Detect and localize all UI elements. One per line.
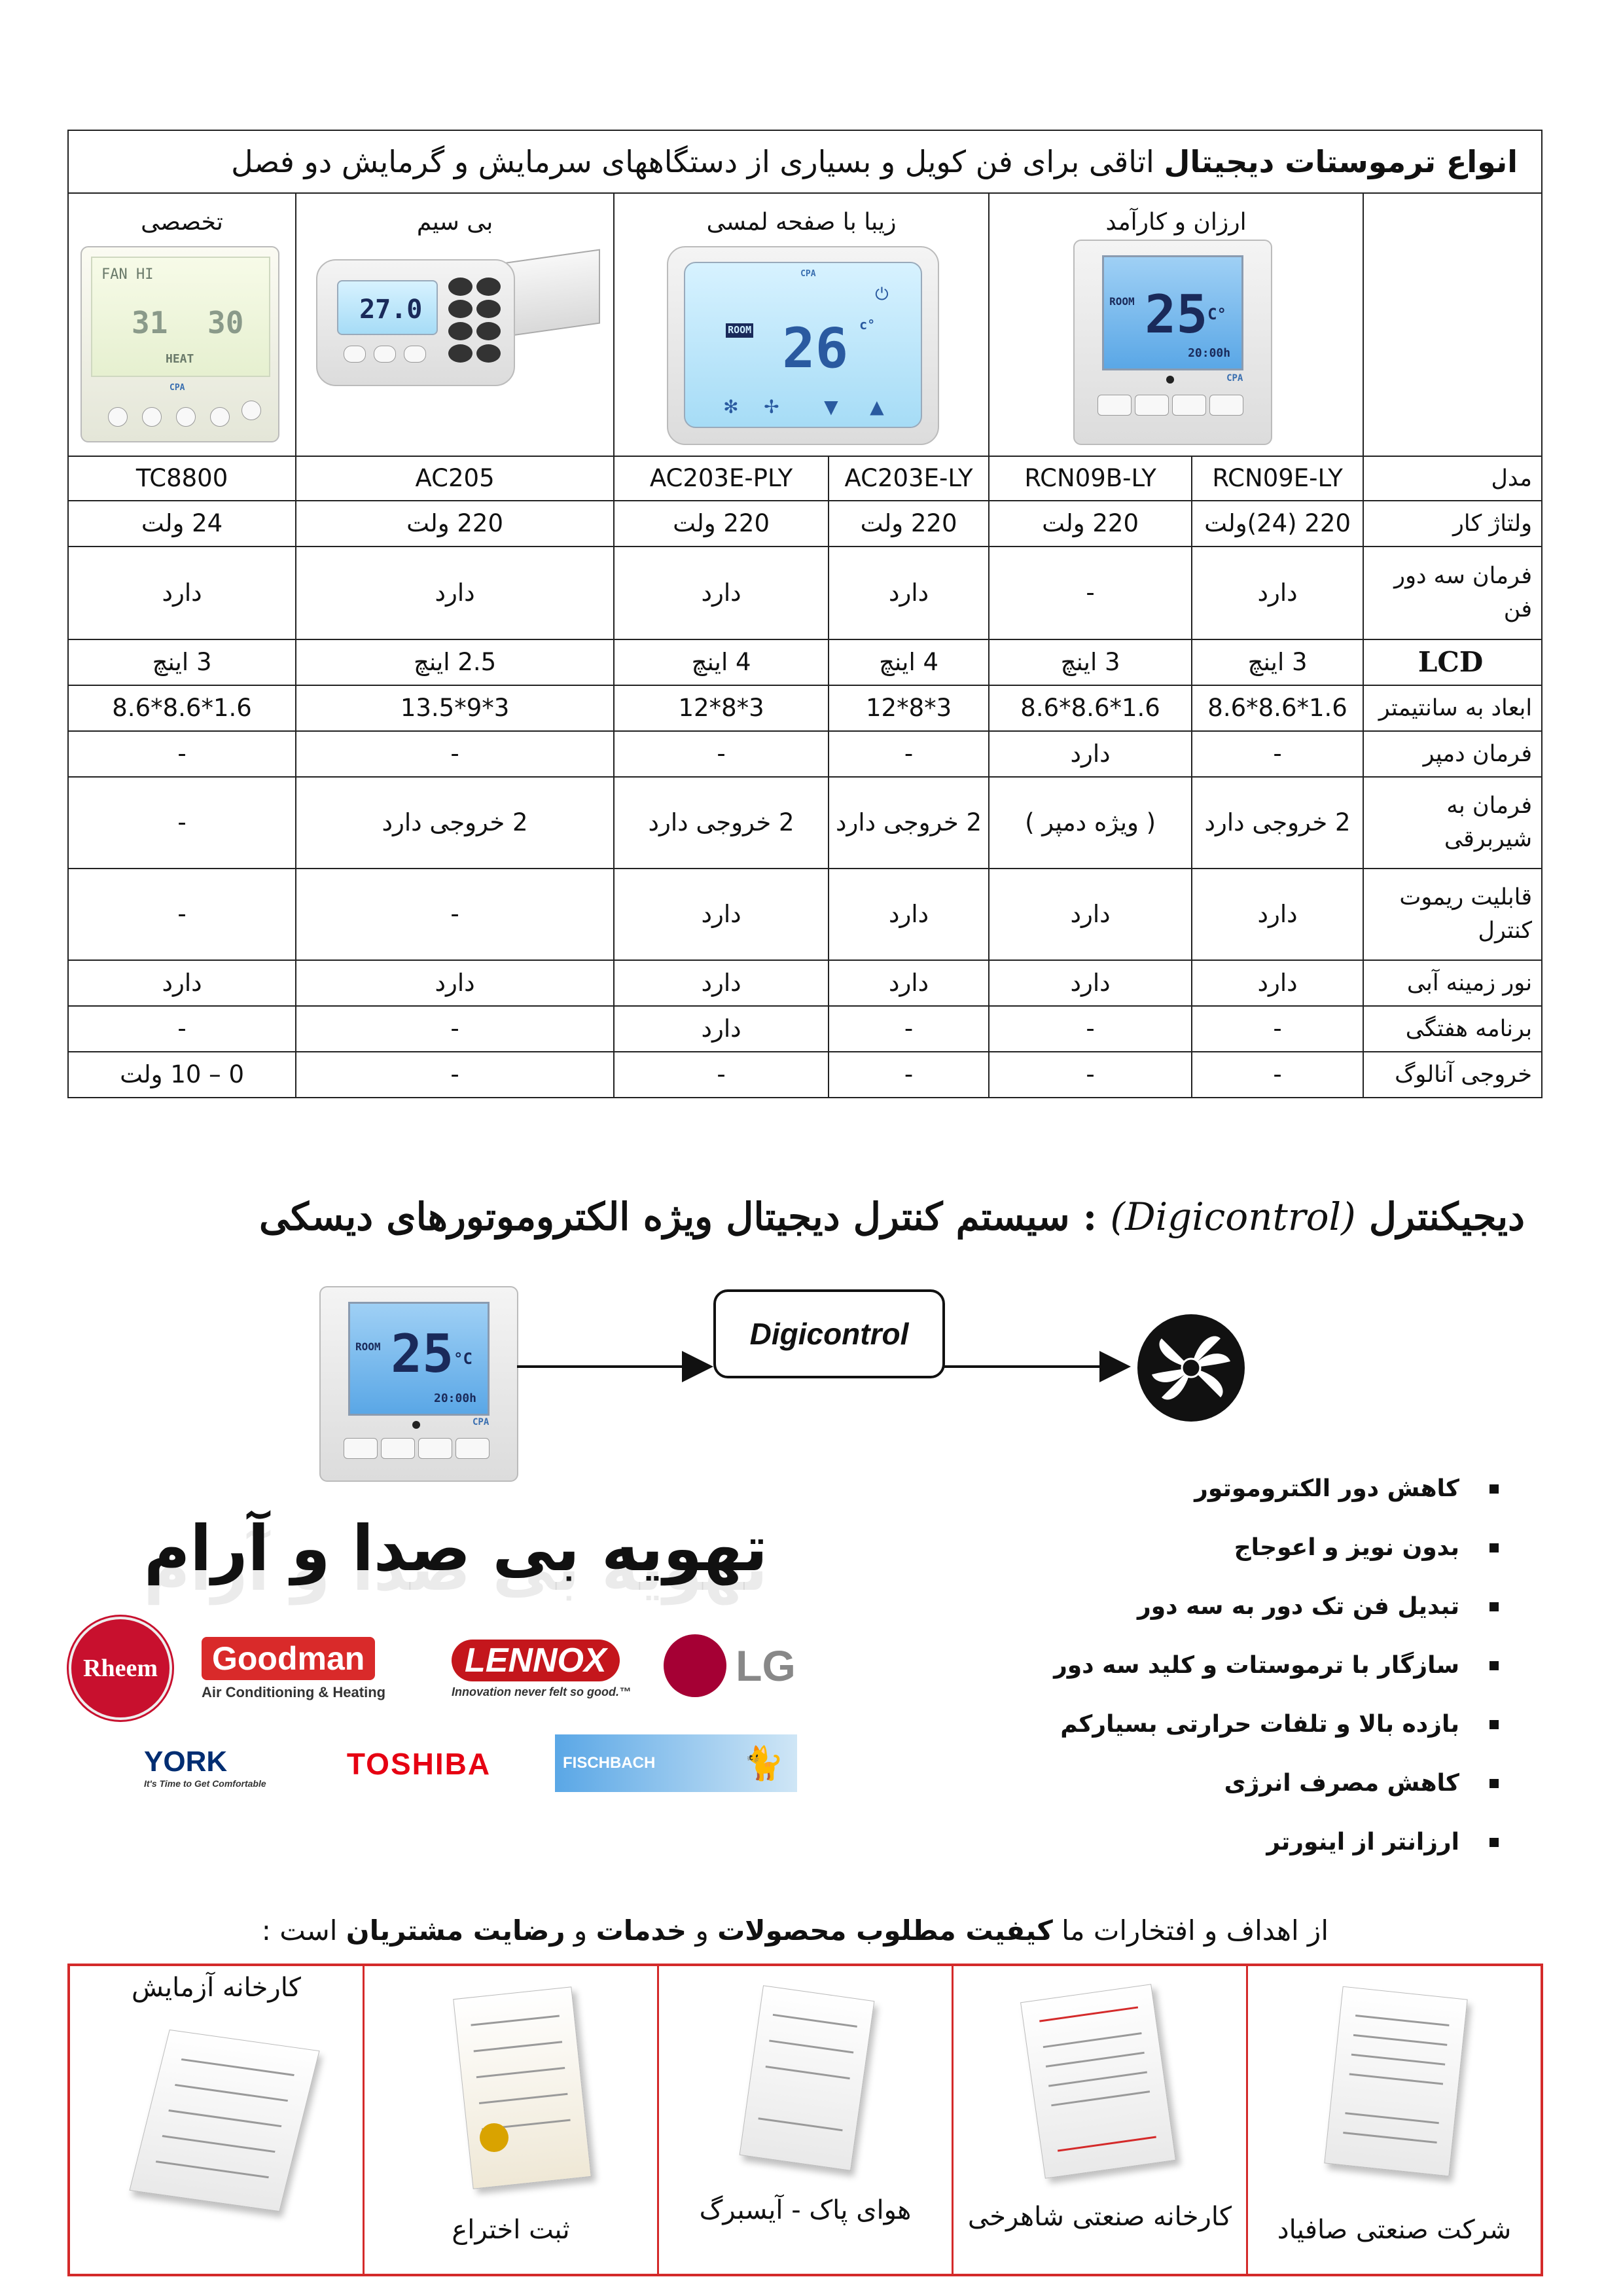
fischbach-logo (555, 1734, 797, 1792)
rcn-screen (1102, 255, 1243, 370)
flow-room-label: ROOM (355, 1340, 381, 1353)
doc-line (1048, 2071, 1147, 2087)
certificate-document-image (1324, 1986, 1467, 2177)
digicontrol-title-latin: (Digicontrol) (1110, 1194, 1356, 1239)
doc-line (181, 2058, 294, 2076)
goals-pre: از اهداف و افتخارات ما (1061, 1914, 1329, 1946)
certificate-card (657, 1966, 952, 2274)
cell: 3 اینچ (1192, 639, 1363, 685)
row-label: فرمان سه دور فن (1363, 547, 1542, 639)
caption-wireless: بی سیم (416, 209, 493, 236)
doc-line (1051, 2090, 1150, 2106)
table-row (68, 547, 1542, 639)
row-label: ولتاژ کار (1363, 501, 1542, 547)
lg-logo (654, 1630, 805, 1702)
lennox-logo-sub: Innovation never felt so good.™ (452, 1685, 632, 1698)
cell: - (989, 547, 1192, 639)
flow-button-3[interactable] (418, 1438, 452, 1459)
cell: دارد (68, 960, 296, 1006)
list-item: بدون نویز و اعوجاج (779, 1518, 1499, 1577)
certificate-document-image (1020, 1984, 1176, 2178)
key[interactable] (476, 322, 501, 340)
table-row (68, 501, 1542, 547)
cell: - (989, 1006, 1192, 1052)
cell: 3*9*13.5 (296, 685, 614, 731)
rcn-room-label: ROOM (1109, 295, 1135, 308)
cell: 220 ولت (989, 501, 1192, 547)
special-btn-fan[interactable] (176, 407, 196, 427)
cell: 220 ولت (829, 501, 989, 547)
cell: 1.6*8.6*8.6 (1192, 685, 1363, 731)
digicontrol-title-post: : سیستم کنترل دیجیتال ویژه الکتروموتورهای دیسکی (259, 1194, 1097, 1239)
caption-touch: زیبا با صفحه لمسی (706, 209, 897, 236)
goals-bold-1: کیفیت مطلوب محصولات (717, 1914, 1053, 1946)
doc-line (473, 2041, 562, 2052)
list-item: ارزانتر از اینورتر (779, 1813, 1499, 1872)
special-room-temp: 30 (207, 305, 244, 340)
special-btn-up[interactable] (241, 401, 261, 420)
touch-up-icon[interactable]: ▲ (870, 396, 884, 418)
table-row (68, 960, 1542, 1006)
cell: دارد (1192, 869, 1363, 960)
cell: دارد (1192, 547, 1363, 639)
doc-line (1058, 2136, 1156, 2151)
doc-line (770, 2039, 853, 2053)
lennox-logo-text: LENNOX (452, 1640, 620, 1681)
cell: 220 (24)ولت (1192, 501, 1363, 547)
cell: دارد (989, 960, 1192, 1006)
touch-fan-icon[interactable]: ✻ (723, 396, 739, 418)
list-item: سازگار با ترموستات و کلید سه دور (779, 1636, 1499, 1695)
cell: - (68, 731, 296, 777)
cell: دارد (614, 1006, 829, 1052)
certificates-strip (67, 1964, 1543, 2276)
feature-list (779, 1460, 1499, 1872)
key[interactable] (448, 344, 473, 363)
key[interactable] (476, 344, 501, 363)
certificate-document-image (129, 2030, 319, 2212)
goals-and-1: و (695, 1914, 709, 1946)
rcn-sensor-dot (1166, 376, 1174, 384)
wireless-keypad[interactable] (448, 278, 501, 363)
cell: 2 خروجی دارد (1192, 777, 1363, 869)
cell: AC203E-PLY (614, 456, 829, 501)
doc-line (1043, 2032, 1142, 2048)
caption-cheap: ارزان و کارآمد (1105, 209, 1247, 236)
touch-unit: °c (859, 317, 876, 332)
table-title (68, 130, 1542, 193)
table-row (68, 685, 1542, 731)
table-row (68, 777, 1542, 869)
touch-temp: 26 (782, 316, 849, 380)
wireless-btn-2[interactable] (374, 346, 396, 363)
flow-unit: °C (454, 1350, 473, 1368)
table-row (68, 1006, 1542, 1052)
cell: 3*8*12 (829, 685, 989, 731)
cell: - (989, 1052, 1192, 1098)
fischbach-logo-text: FISCHBACH (563, 1754, 656, 1772)
cell: - (68, 1006, 296, 1052)
lennox-logo (452, 1630, 641, 1708)
goodman-logo (202, 1630, 418, 1708)
cell: 0 – 10 ولت (68, 1052, 296, 1098)
cell: 2.5 اینچ (296, 639, 614, 685)
cell: - (296, 1052, 614, 1098)
certificate-document-image (453, 1986, 592, 2189)
key[interactable] (476, 300, 501, 318)
thermostat-spec-table (67, 130, 1543, 1098)
doc-line (1355, 2015, 1450, 2026)
digicontrol-title (85, 1191, 1525, 1242)
certificate-card (363, 1966, 657, 2274)
special-btn-power[interactable] (108, 407, 128, 427)
cell: دارد (614, 869, 829, 960)
cell: 1.6*8.6*8.6 (989, 685, 1192, 731)
row-label: فرمان به شیربرقی (1363, 777, 1542, 869)
cell: دارد (1192, 960, 1363, 1006)
cell: 2 خروجی دارد (829, 777, 989, 869)
goals-statement (262, 1914, 1329, 1946)
lg-logo-text: LG (736, 1641, 796, 1690)
image-cell-wireless (296, 193, 614, 456)
certificate-card (70, 1966, 363, 2274)
list-item: تبدیل فن تک دور به سه دور (779, 1577, 1499, 1636)
cell: ( ویژه دمپر ) (989, 777, 1192, 869)
cell: دارد (614, 547, 829, 639)
digicontrol-box: Digicontrol (713, 1289, 945, 1378)
list-item: کاهش مصرف انرژی (779, 1754, 1499, 1813)
doc-line (773, 2014, 857, 2028)
special-thermostat-image (80, 246, 279, 442)
table-row (68, 869, 1542, 960)
flow-screen (348, 1302, 490, 1416)
cell: دارد (829, 960, 989, 1006)
rcn-thermostat-image (1073, 240, 1272, 445)
doc-line (758, 2117, 842, 2131)
goodman-logo-text: Goodman (202, 1637, 375, 1680)
cell: - (829, 1006, 989, 1052)
rcn-brand: CPA (1226, 373, 1243, 384)
cell: - (296, 869, 614, 960)
touch-down-icon[interactable]: ▼ (824, 396, 838, 418)
rcn-button-4[interactable] (1209, 395, 1243, 416)
flow-sensor-dot (412, 1421, 420, 1429)
slogan-text: تهویه بی صدا و آرام (144, 1512, 768, 1585)
cell: - (68, 777, 296, 869)
cell: - (1192, 1052, 1363, 1098)
cell: AC203E-LY (829, 456, 989, 501)
doc-line (1349, 2073, 1443, 2085)
flow-button-2[interactable] (381, 1438, 415, 1459)
doc-line (168, 2109, 282, 2127)
row-label: ابعاد به سانتیمتر (1363, 685, 1542, 731)
doc-line (766, 2066, 849, 2079)
special-set-temp: 31 (132, 305, 168, 340)
doc-line (471, 2015, 560, 2026)
flow-button-4[interactable] (455, 1438, 490, 1459)
touch-room-label: ROOM (726, 323, 753, 338)
cell: 3 اینچ (68, 639, 296, 685)
toshiba-logo-text: TOSHIBA (346, 1747, 491, 1781)
cell: دارد (296, 960, 614, 1006)
wireless-btn-1[interactable] (344, 346, 366, 363)
certificate-card (952, 1966, 1246, 2274)
seal-icon (480, 2123, 508, 2152)
row-label: برنامه هفتگی (1363, 1006, 1542, 1052)
cell: 1.6*8.6*8.6 (68, 685, 296, 731)
cell: دارد (989, 869, 1192, 960)
digicontrol-title-pre: دیجیکنترل (1368, 1194, 1525, 1239)
row-label: مدل (1363, 456, 1542, 501)
certificate-label: شرکت صنعتی صافیاد (1277, 2215, 1512, 2245)
key[interactable] (448, 322, 473, 340)
doc-line (175, 2084, 289, 2102)
doc-line (479, 2093, 568, 2104)
goals-and-2: و (573, 1914, 588, 1946)
flow-brand: CPA (473, 1417, 490, 1427)
doc-line (476, 2067, 565, 2078)
wireless-btn-3[interactable] (404, 346, 426, 363)
cell: - (614, 731, 829, 777)
york-logo-sub: It's Time to Get Comfortable (144, 1778, 266, 1789)
cell: 220 ولت (296, 501, 614, 547)
cell: 3 اینچ (989, 639, 1192, 685)
cell: 220 ولت (614, 501, 829, 547)
table-row (68, 639, 1542, 685)
key[interactable] (448, 278, 473, 296)
cell: - (296, 1006, 614, 1052)
doc-line (1345, 2112, 1439, 2124)
cell: - (829, 1052, 989, 1098)
row-label: LCD (1363, 639, 1542, 685)
doc-line (1046, 2052, 1145, 2068)
cell: RCN09E-LY (1192, 456, 1363, 501)
image-cell-cheap (989, 193, 1363, 456)
row-label: فرمان دمپر (1363, 731, 1542, 777)
cell: دارد (614, 960, 829, 1006)
rcn-temp: 25 (1145, 284, 1208, 345)
fan-icon (1135, 1312, 1247, 1424)
cell: 4 اینچ (829, 639, 989, 685)
certificate-label: ثبت اختراع (452, 2215, 570, 2245)
cell: دارد (989, 731, 1192, 777)
cell: TC8800 (68, 456, 296, 501)
certificate-label: کارخانه صنعتی شاهرخی (967, 2202, 1232, 2232)
table-row (68, 456, 1542, 501)
rheem-logo-text: Rheem (83, 1655, 158, 1682)
cell: - (614, 1052, 829, 1098)
cell: 4 اینچ (614, 639, 829, 685)
cell: RCN09B-LY (989, 456, 1192, 501)
doc-line (1039, 2006, 1138, 2022)
wireless-screen (337, 280, 438, 335)
special-screen (91, 257, 270, 377)
special-heat-label: HEAT (166, 352, 194, 366)
cell: دارد (829, 547, 989, 639)
cell: دارد (296, 547, 614, 639)
flow-temp: 25 (391, 1323, 454, 1384)
cell: دارد (829, 869, 989, 960)
cell: دارد (68, 547, 296, 639)
image-empty-cell (1363, 193, 1542, 456)
special-btn-down[interactable] (210, 407, 230, 427)
york-logo (144, 1741, 268, 1793)
toshiba-logo (330, 1741, 507, 1787)
cell: - (1192, 731, 1363, 777)
cell: - (296, 731, 614, 777)
rcn-button-2[interactable] (1135, 395, 1169, 416)
row-label: قابلیت ریموت کنترل (1363, 869, 1542, 960)
cell: 24 ولت (68, 501, 296, 547)
touch-thermostat-image (667, 246, 939, 445)
cell: - (68, 869, 296, 960)
flow-button-1[interactable] (344, 1438, 378, 1459)
image-cell-special (68, 193, 296, 456)
row-label: نور زمینه آبی (1363, 960, 1542, 1006)
touch-brand: CPA (800, 269, 816, 279)
cat-icon: 🐈 (743, 1744, 784, 1782)
york-logo-text: YORK (144, 1746, 228, 1778)
rcn-unit: °C (1207, 305, 1226, 323)
lg-circle-icon (664, 1634, 726, 1697)
table-row (68, 1052, 1542, 1098)
doc-line (1353, 2034, 1448, 2046)
goodman-logo-sub: Air Conditioning & Heating (202, 1684, 386, 1700)
flow-time: 20:00h (434, 1391, 477, 1405)
row-label: خروجی آنالوگ (1363, 1052, 1542, 1098)
certificate-card (1246, 1966, 1541, 2274)
rheem-logo (69, 1617, 172, 1720)
certificate-label: هوای پاک - آیسبرگ (699, 2195, 912, 2225)
touch-mode-icon[interactable]: ✢ (764, 396, 779, 418)
list-item: بازده بالا و تلفات حرارتی بسیارکم (779, 1695, 1499, 1754)
doc-line (162, 2135, 276, 2153)
cell: AC205 (296, 456, 614, 501)
table-title-bold: انواع ترموستات دیجیتال (1164, 143, 1518, 179)
table-row (68, 731, 1542, 777)
special-btn-mode[interactable] (142, 407, 162, 427)
touch-power-icon[interactable]: ⏻ (875, 285, 889, 304)
table-title-rest: اتاقی برای فن کویل و بسیاری از دستگاههای سرمایش و گرمایش دو فصل (231, 143, 1154, 179)
doc-line (1343, 2132, 1437, 2144)
wireless-temp: 27.0 (359, 295, 423, 325)
cell: - (1192, 1006, 1363, 1052)
key[interactable] (448, 300, 473, 318)
rcn-button-3[interactable] (1172, 395, 1206, 416)
wireless-remote-image (316, 259, 515, 386)
rcn-button-1[interactable] (1097, 395, 1132, 416)
image-cell-touch (614, 193, 989, 456)
caption-special: تخصصی (141, 209, 223, 236)
touch-screen (684, 262, 922, 428)
goals-post: است : (261, 1914, 338, 1946)
special-fan-label: FAN HI (101, 266, 154, 283)
cell: 2 خروجی دارد (296, 777, 614, 869)
certificate-label: کارخانه آزمایش (132, 1973, 301, 2003)
certificate-document-image (740, 1985, 875, 2170)
cell: 3*8*12 (614, 685, 829, 731)
rcn-time: 20:00h (1188, 346, 1231, 360)
doc-line (1351, 2054, 1446, 2066)
goals-bold-2: خدمات (596, 1914, 687, 1946)
cell: - (829, 731, 989, 777)
goals-bold-3: رضایت مشتریان (346, 1914, 565, 1946)
flow-thermostat-image (319, 1286, 518, 1482)
doc-line (155, 2161, 269, 2178)
key[interactable] (476, 278, 501, 296)
cell: 2 خروجی دارد (614, 777, 829, 869)
special-brand: CPA (169, 383, 185, 393)
list-item: کاهش دور الکتروموتور (779, 1460, 1499, 1518)
